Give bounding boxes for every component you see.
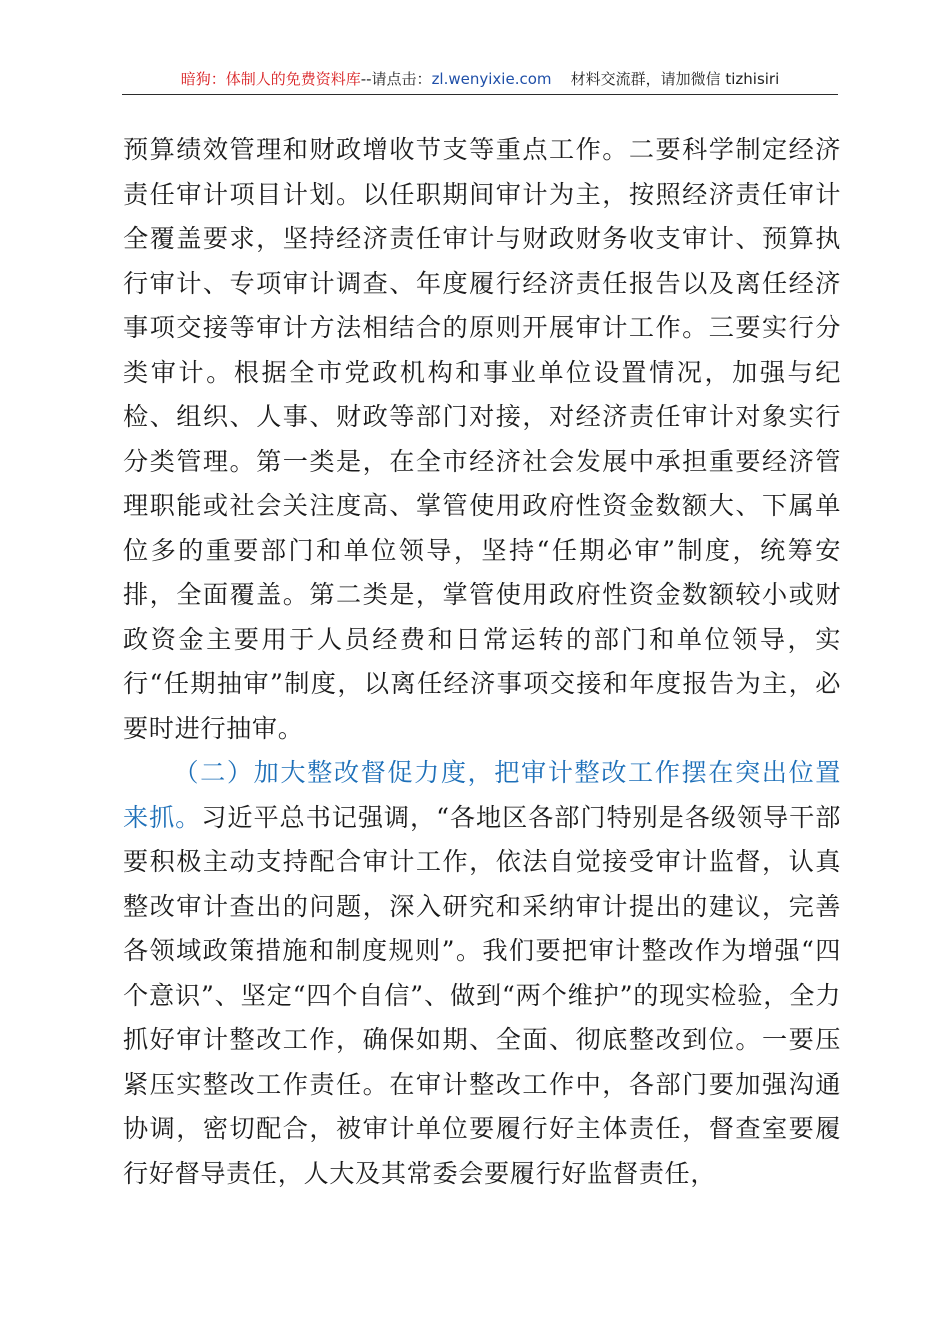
header-url-link[interactable]: zl.wenyixie.com: [431, 70, 552, 88]
page-header: [122, 66, 838, 92]
paragraph-2: [123, 751, 841, 1196]
header-wechat-note: 材料交流群，请加微信 tizhisiri: [570, 70, 780, 88]
header-divider: [122, 94, 838, 95]
header-click-prompt: --请点击：: [360, 70, 432, 88]
header-spacer: [552, 70, 571, 88]
paragraph-2-text: 习近平总书记强调，“各地区各部门特别是各级领导干部要积极主动支持配合审计工作，依法自觉接受审计监督，认真整改审计查出的问题，深入研究和采纳审计提出的建议，完善各领域政策措施和制度规则”。我们要把审计整改作为增强“四个意识”、坚定“四个自信”、做到“两个维护”的现实检验，全力抓好审计整改工作，确保如期、全面、彻底整改到位。一要压紧压实整改工作责任。在审计整改工作中，各部门要加强沟通协调，密切配合，被审计单位要履行好主体责任，督查室要履行好督导责任，人大及其常委会要履行好监督责任，: [123, 802, 841, 1188]
document-body: [123, 128, 841, 1196]
paragraph-1: 预算绩效管理和财政增收节支等重点工作。二要科学制定经济责任审计项目计划。以任职期间审计为主，按照经济责任审计全覆盖要求，坚持经济责任审计与财政财务收支审计、预算执行审计、专项审计调查、年度履行经济责任报告以及离任经济事项交接等审计方法相结合的原则开展审计工作。三要实行分类审计。根据全市党政机构和事业单位设置情况，加强与纪检、组织、人事、财政等部门对接，对经济责任审计对象实行分类管理。第一类是，在全市经济社会发展中承担重要经济管理职能或社会关注度高、掌管使用政府性资金数额大、下属单位多的重要部门和单位领导，坚持“任期必审”制度，统筹安排，全面覆盖。第二类是，掌管使用政府性资金数额较小或财政资金主要用于人员经费和日常运转的部门和单位领导，实行“任期抽审”制度，以离任经济事项交接和年度报告为主，必要时进行抽审。: [123, 135, 841, 743]
header-site-name: 暗狗：体制人的免费资料库: [180, 70, 361, 88]
section-heading: （二）加大整改督促力度，把审计整改工作摆在突出位置来抓。: [123, 758, 841, 832]
